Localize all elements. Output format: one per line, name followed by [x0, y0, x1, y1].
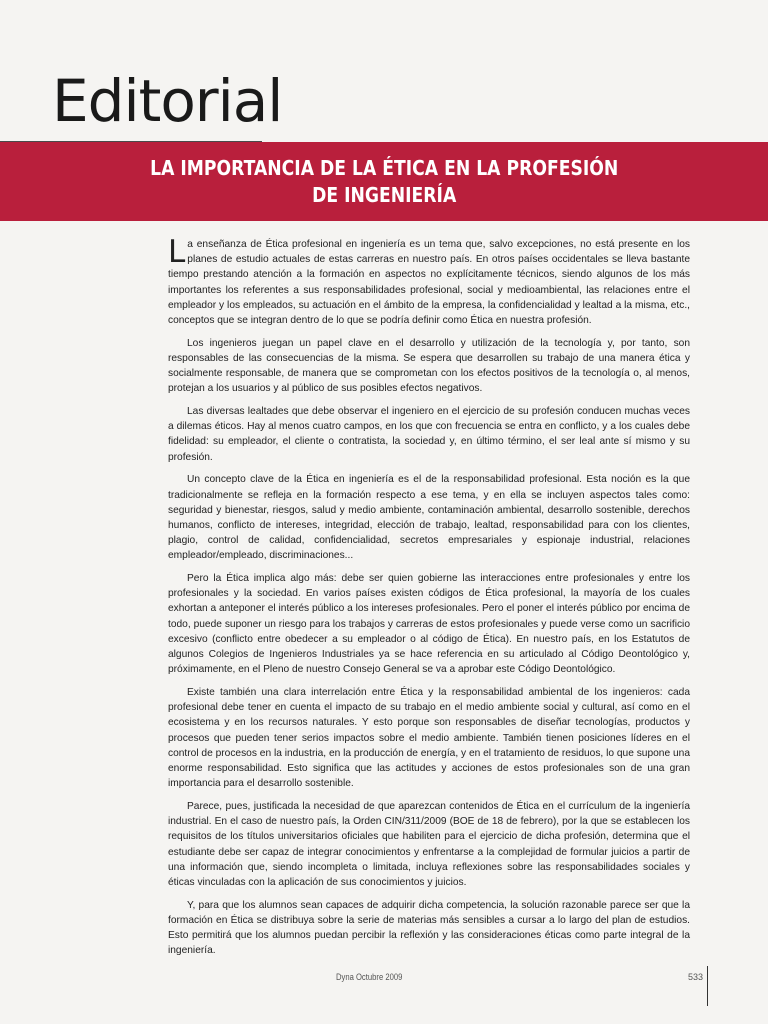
- paragraph-8: Y, para que los alumnos sean capaces de adquirir dicha competencia, la solución razonable parece ser que la formación en Ética se distribuya sobre la serie de materias más sensibles a cursar a lo largo del plan de estudios. Esto permitirá que los alumnos puedan percibir la reflexión y las consideraciones éticas como parte integral de la ingeniería.: [168, 899, 690, 957]
- paragraph-7: Parece, pues, justificada la necesidad de que aparezcan contenidos de Ética en el currículum de la ingeniería industrial. En el caso de nuestro país, la Orden CIN/311/2009 (BOE de 18 de febrero), por la que se establecen los requisitos de los títulos universitarios oficiales que habiliten para el ejercicio de dicha profesión, determina que el estudiante debe ser capaz de integrar conocimientos y enfrentarse a la complejidad de formular juicios a partir de una información que, siendo incompleta o limitada, incluya reflexiones sobre las responsabilidades sociales y éticas vinculadas con la aplicación de sus conocimientos y juicios.: [168, 800, 690, 888]
- article-title-line-2: DE INGENIERÍA: [311, 182, 457, 207]
- paragraph-2: Los ingenieros juegan un papel clave en el desarrollo y utilización de la tecnología y, por tanto, son responsables de las consecuencias de la misma. Se espera que desarrollen su trabajo de una manera ética y socialmente responsable, de manera que se comprometan con los efectos positivos de la tecnología o, al menos, protejan a los usuarios y al público de sus posibles efectos negativos.: [168, 337, 690, 395]
- paragraph-3: Las diversas lealtades que debe observar el ingeniero en el ejercicio de su profesión conducen muchas veces a dilemas éticos. Hay al menos cuatro campos, en los que con frecuencia se entra en conflicto, y a los cuales debe fidelidad: su empleador, el cliente o contratista, la sociedad y, en último término, el ser leal ante sí mismo y su profesión.: [168, 406, 690, 463]
- page-number: 533: [688, 972, 704, 982]
- paragraph-4: Un concepto clave de la Ética en ingeniería es el de la responsabilidad profesional. Esta noción es la que tradicionalmente se refleja en la formación respecto a ese tema, y en ella se incluyen aspectos tales como: seguridad y bienestar, riesgos, salud y medio ambiente, contaminación ambiental, desarrollo sostenible, derechos humanos, conflicto de intereses, integridad, elección de trabajo, lealtad, responsabilidad para con los clientes, plagio, control de calidad, confidencialidad, secretos empresariales y espionaje industrial, relaciones empleador/empleado, discriminaciones...: [168, 474, 690, 562]
- paragraph-1: [168, 234, 690, 328]
- paragraph-6: Existe también una clara interrelación entre Ética y la responsabilidad ambiental de los ingenieros: cada profesional debe tener en cuenta el impacto de su trabajo en el medio ambiente social y cultural, así como en el ecosistema y en los recursos naturales. Y esto porque son responsables de diseñar tecnologías, productos y procesos que pueden tener serios impactos sobre el medio ambiente. También tienen posiciones líderes en el control de procesos en la industria, en la producción de energía, y en el tratamiento de residuos, lo que supone una enorme responsabilidad. Esto significa que las actitudes y acciones de estos profesionales son de una gran importancia para el desarrollo sostenible.: [168, 686, 690, 790]
- footer-journal: Dyna Octubre 2009: [336, 972, 403, 982]
- title-banner: [0, 142, 768, 221]
- paragraph-1-text: a enseñanza de Ética profesional en ingeniería es un tema que, salvo excepciones, no está presente en los planes de estudio actuales de estas carreras en nuestro país. En otros países occidentales se lleva bastante tiempo prestando atención a la formación en aspectos no explícitamente técnicos, siendo algunos de los más importantes los referentes a sus responsabilidades profesional, social y medioambiental, las relaciones entre el empleador y los empleados, su actuación en el ámbito de la empresa, la confidencialidad y lealtad a la misma, etc., conceptos que se integran dentro de lo que se podría definir como Ética en nuestra profesión.: [168, 239, 690, 327]
- footer-rule: [707, 966, 708, 1006]
- section-title: Editorial: [52, 67, 283, 135]
- article-body: [168, 234, 690, 966]
- paragraph-5: Pero la Ética implica algo más: debe ser quien gobierne las interacciones entre profesionales y entre los profesionales y la sociedad. En varios países existen códigos de Ética profesional, la mayoría de los cuales exhortan a anteponer el interés público a los intereses profesionales. Pero el poner el interés público por encima de todo, puede suponer un riesgo para los trabajos y carreras de estos profesionales y puede verse como un sacrificio excesivo (conflicto entre obedecer a su empleador o al código de Ética). En nuestro país, en los Estatutos de algunos Colegios de Ingenieros Industriales ya se hace referencia en su articulado al Código Deontológico y, próximamente, en el Pleno de nuestro Consejo General se va a aprobar este Código Deontológico.: [168, 573, 690, 676]
- drop-cap: L: [168, 234, 186, 270]
- article-title: [150, 155, 618, 209]
- article-title-line-1: LA IMPORTANCIA DE LA ÉTICA EN LA PROFESIÓN: [149, 155, 619, 180]
